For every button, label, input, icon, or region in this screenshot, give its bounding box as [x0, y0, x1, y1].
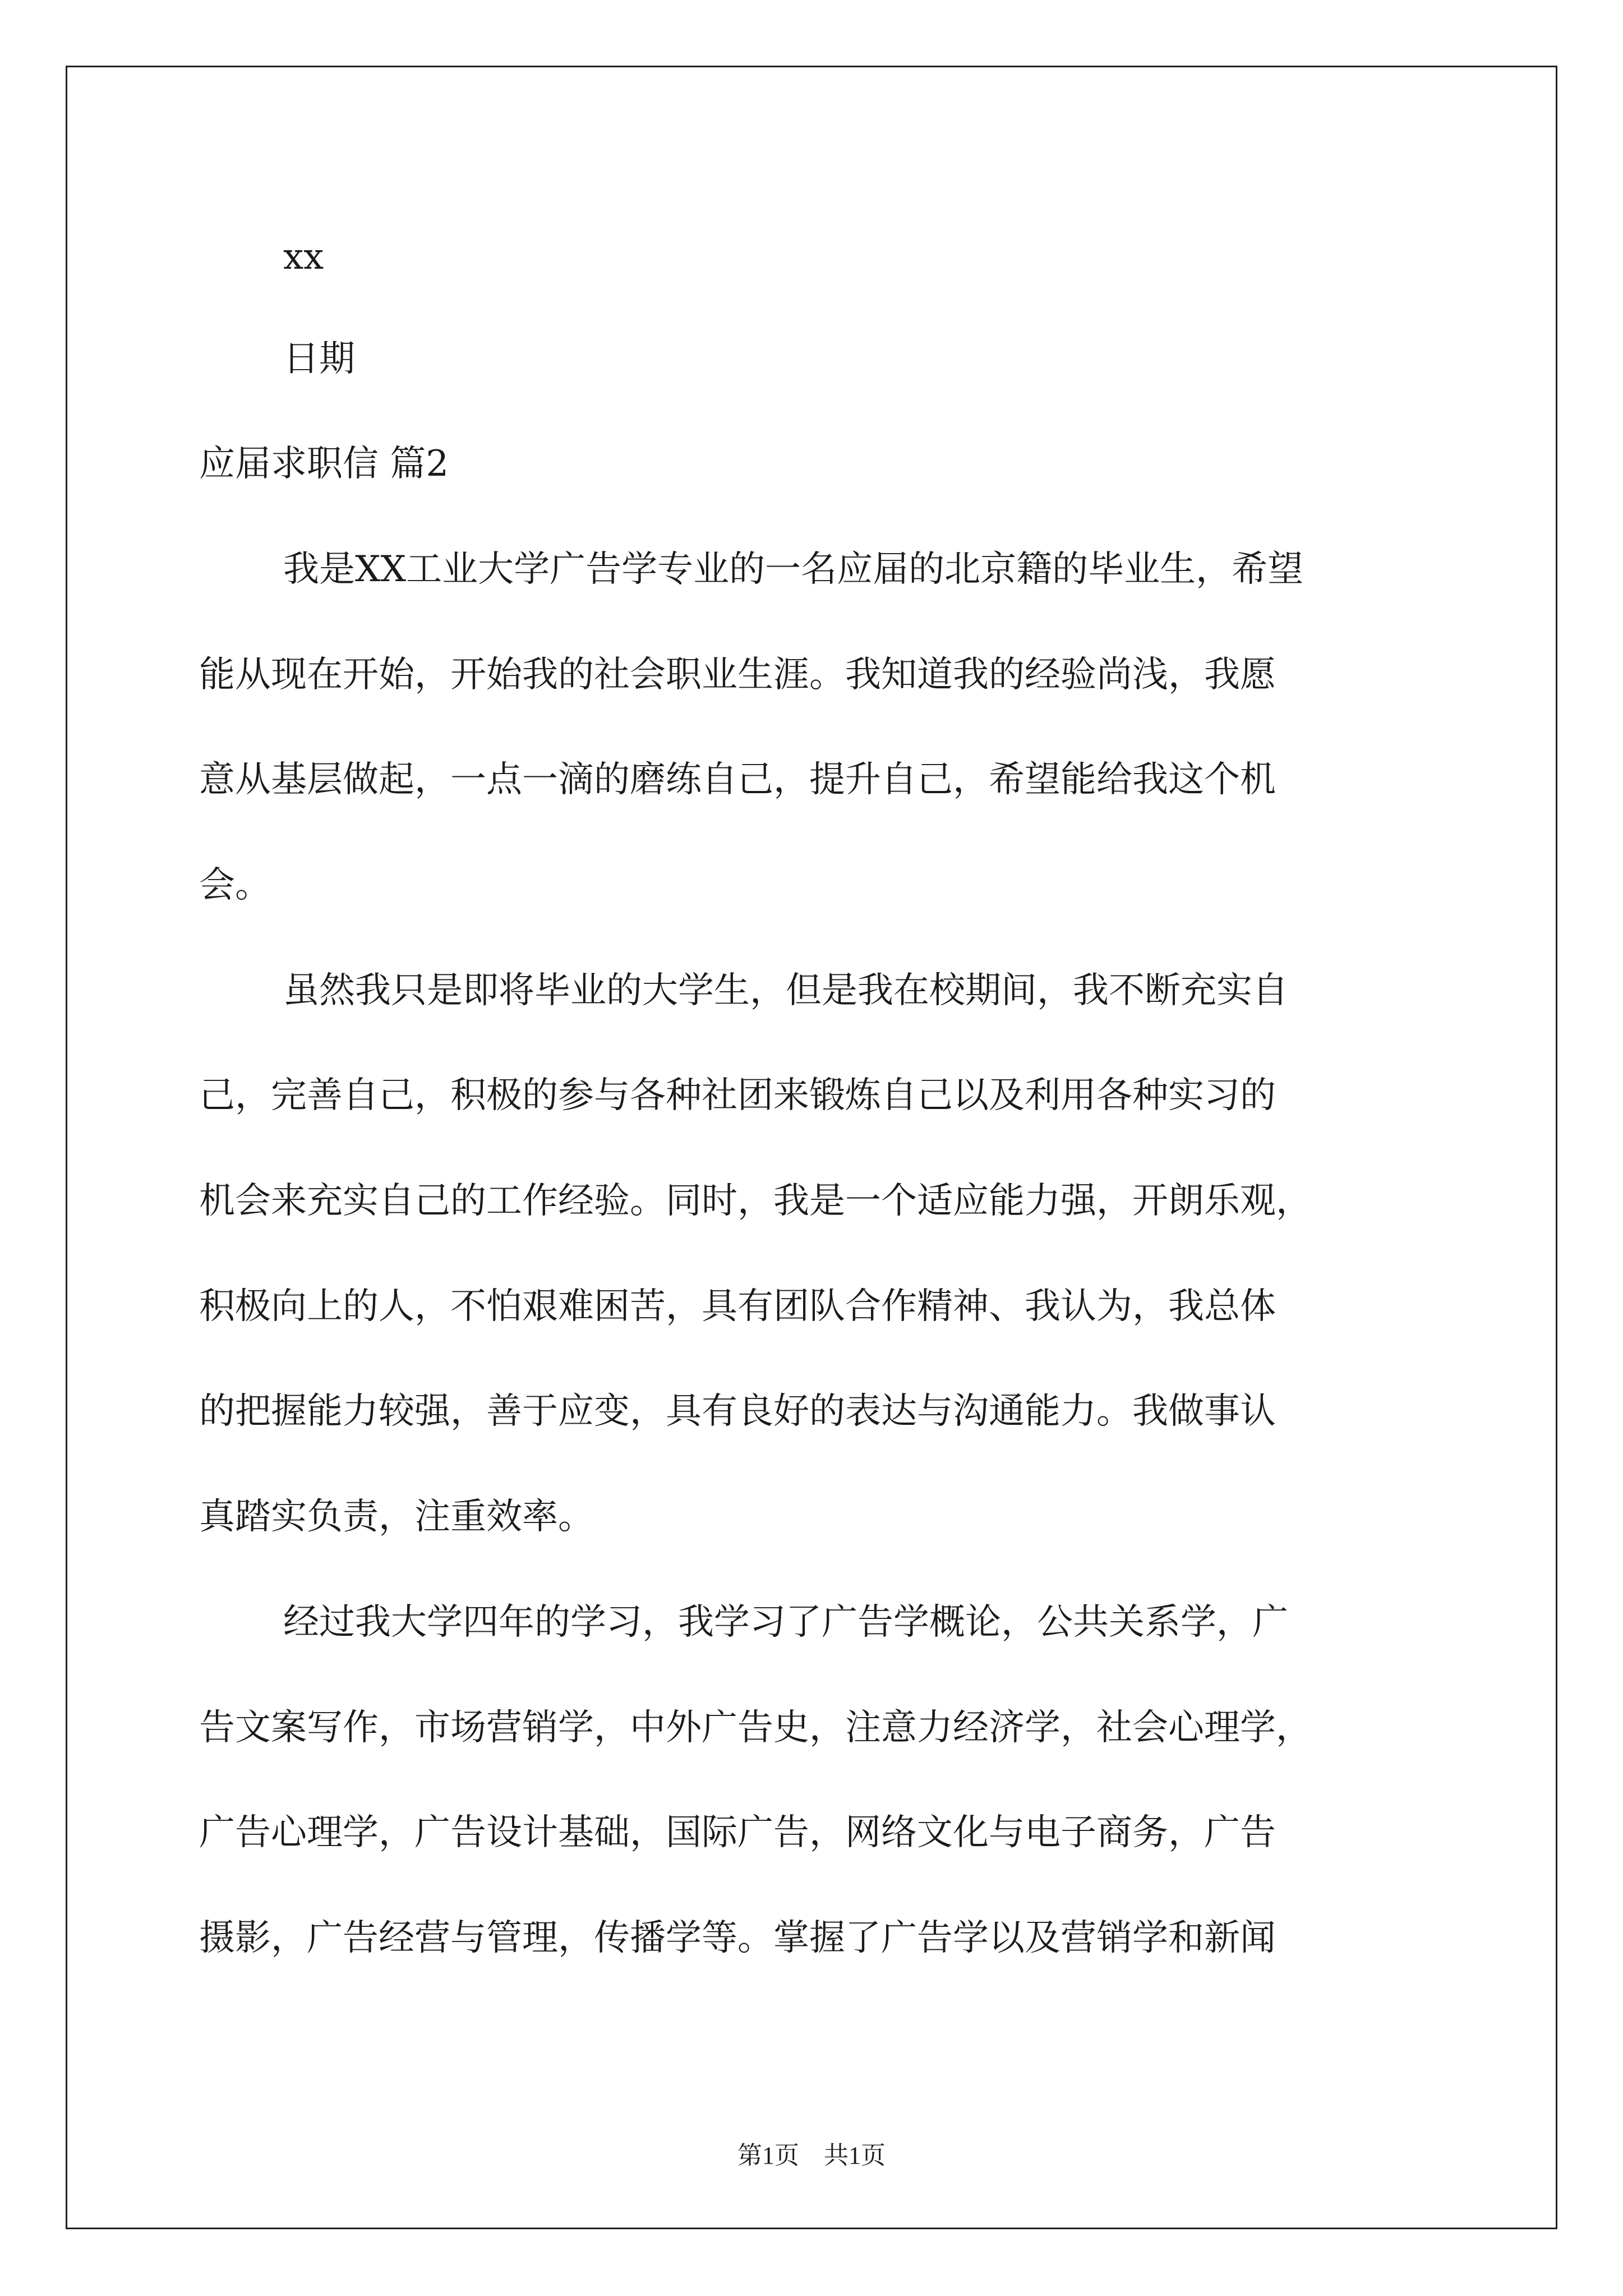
page-footer: 第1页 共1页	[737, 2142, 886, 2169]
paragraph-1-line-2: 能从现在开始，开始我的社会职业生涯。我知道我的经验尚浅，我愿	[199, 654, 1276, 696]
paragraph-2-line-1: 虽然我只是即将毕业的大学生，但是我在校期间，我不断充实自	[283, 970, 1288, 1011]
paragraph-3-line-4: 摄影，广告经营与管理，传播学等。掌握了广告学以及营销学和新闻	[199, 1917, 1276, 1959]
signature-name: xx	[283, 236, 324, 278]
paragraph-1-line-1: 我是XX工业大学广告学专业的一名应届的北京籍的毕业生，希望	[283, 549, 1304, 590]
paragraph-2-line-4: 积极向上的人，不怕艰难困苦，具有团队合作精神、我认为，我总体	[199, 1286, 1276, 1327]
paragraph-3-line-2: 告文案写作，市场营销学，中外广告史，注意力经济学，社会心理学，	[199, 1707, 1312, 1749]
paragraph-3-line-1: 经过我大学四年的学习，我学习了广告学概论，公共关系学，广	[283, 1602, 1288, 1643]
paragraph-3-line-3: 广告心理学，广告设计基础，国际广告，网络文化与电子商务，广告	[199, 1812, 1276, 1853]
signature-date: 日期	[283, 338, 355, 380]
paragraph-2-line-3: 机会来充实自己的工作经验。同时，我是一个适应能力强，开朗乐观，	[199, 1180, 1312, 1222]
paragraph-2-line-5: 的把握能力较强，善于应变，具有良好的表达与沟通能力。我做事认	[199, 1391, 1276, 1432]
paragraph-2-line-6: 真踏实负责，注重效率。	[199, 1496, 594, 1538]
section-heading: 应届求职信 篇2	[199, 443, 449, 485]
paragraph-1-line-3: 意从基层做起，一点一滴的磨练自己，提升自己，希望能给我这个机	[199, 759, 1276, 800]
page-border	[66, 66, 1557, 2229]
paragraph-2-line-2: 己，完善自己，积极的参与各种社团来锻炼自己以及利用各种实习的	[199, 1075, 1276, 1116]
paragraph-1-line-4: 会。	[199, 864, 271, 906]
